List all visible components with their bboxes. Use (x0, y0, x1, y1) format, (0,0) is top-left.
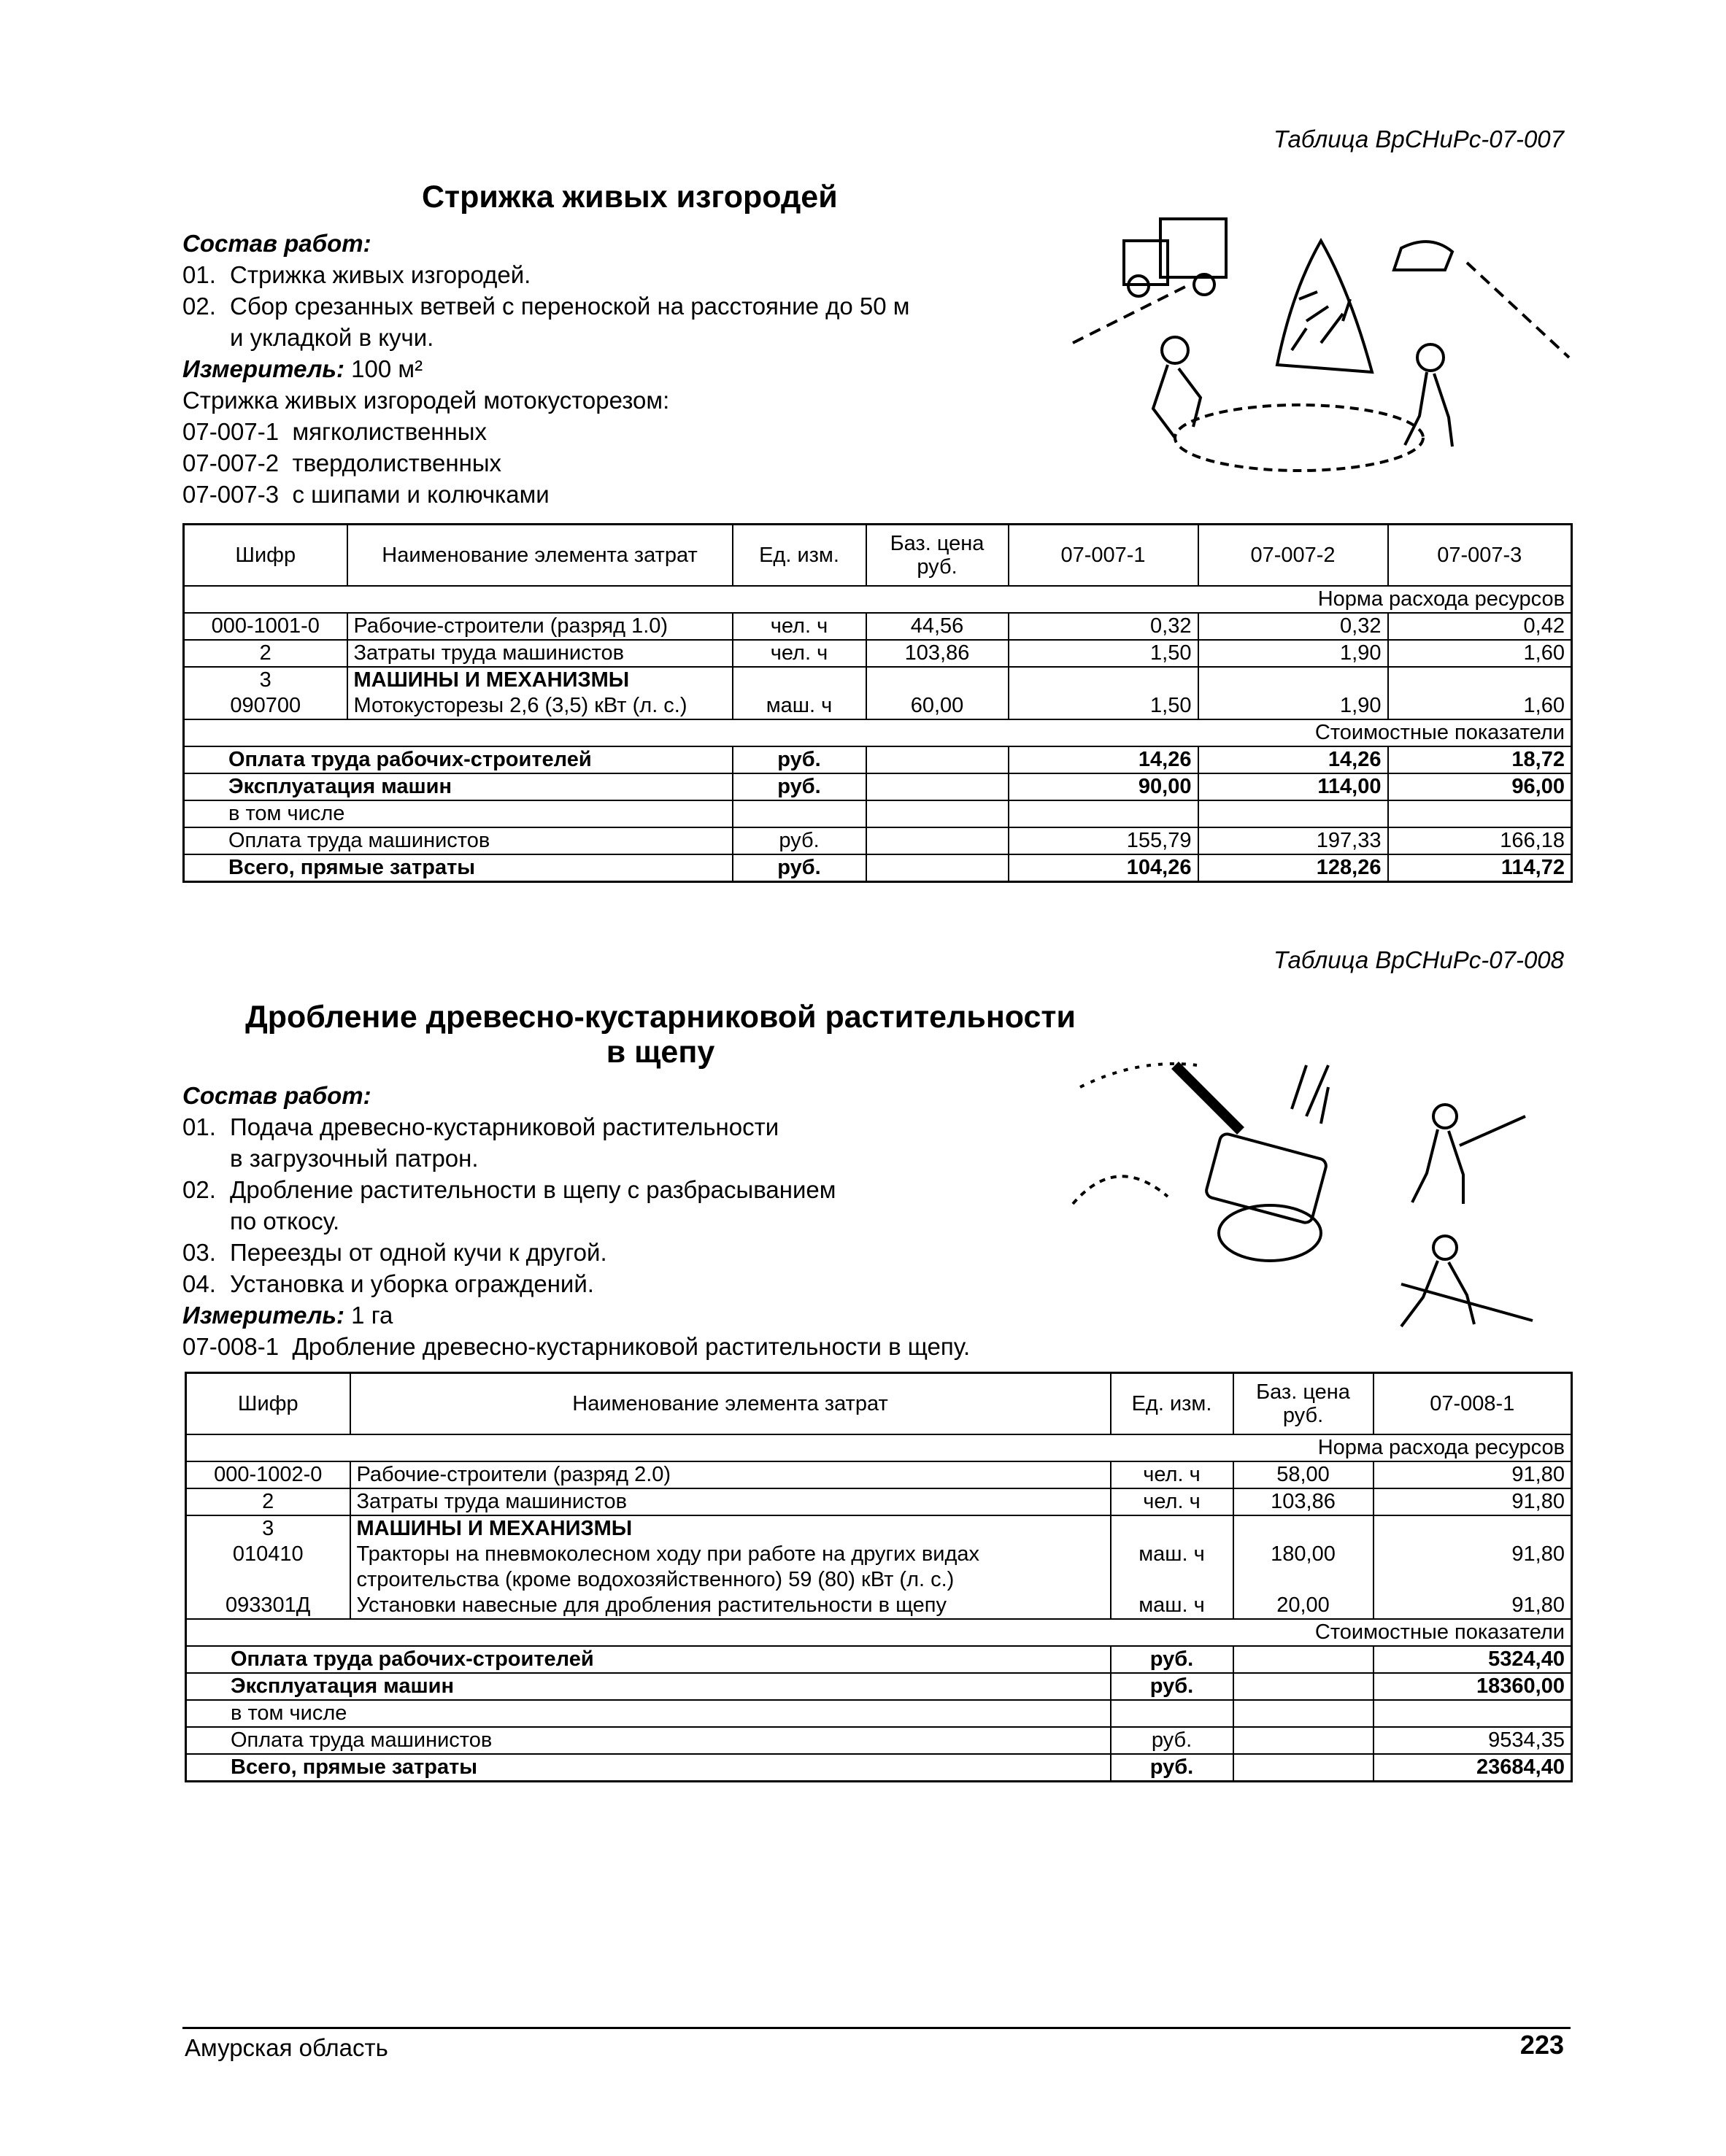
col-header: Шифр (186, 1373, 350, 1434)
col-header: 07-007-2 (1198, 525, 1388, 586)
cost-row: Оплата труда рабочих-строителей руб. 14,26 14,26 18,72 (184, 746, 1572, 773)
measure-line: Измеритель: 100 м² (182, 355, 423, 382)
cost-row: Эксплуатация машин руб. 90,00 114,00 96,00 (184, 773, 1572, 800)
work-item: в загрузочный патрон. (230, 1145, 479, 1172)
section-title: Стрижка живых изгородей (422, 179, 838, 215)
col-header: 07-007-1 (1009, 525, 1198, 586)
work-item: 02. Сбор срезанных ветвей с переноской на расстояние до 50 м (182, 293, 910, 320)
worker-icon (1417, 344, 1444, 371)
work-item: 04. Установка и уборка ограждений. (182, 1270, 594, 1297)
hedge-trimming-illustration (1058, 204, 1584, 511)
cost-row: Оплата труда рабочих-строителей руб. 5324,40 (186, 1646, 1572, 1673)
table-row: 010410 Тракторы на пневмоколесном ходу при работе на других видах строительства (кроме водохозяйственного) 59 (80) кВт (л. с.) маш. ч 180,00 91,80 (186, 1542, 1572, 1593)
chipper-icon (1205, 1132, 1328, 1224)
table-row: 3 МАШИНЫ И МЕХАНИЗМЫ (184, 667, 1572, 693)
worker-icon (1433, 1236, 1457, 1259)
measure-line: Измеритель: 1 га (182, 1302, 393, 1329)
section-row: Стоимостные показатели (186, 1619, 1572, 1646)
variant-item: 07-007-3 с шипами и колючками (182, 481, 550, 508)
composition-block (182, 1080, 1095, 1362)
worker-icon (1433, 1105, 1457, 1128)
col-header: 07-007-3 (1388, 525, 1572, 586)
work-item: 02. Дробление растительности в щепу с разбрасыванием (182, 1176, 836, 1203)
variants-intro: Стрижка живых изгородей мотокусторезом: (182, 387, 670, 414)
resource-table (182, 523, 1573, 883)
table-row: 3 МАШИНЫ И МЕХАНИЗМЫ (186, 1515, 1572, 1542)
table-label: Таблица ВрСНиРс-07-007 (1274, 125, 1564, 152)
work-item: по откосу. (230, 1208, 340, 1235)
cost-row: в том числе (186, 1700, 1572, 1727)
footer-region: Амурская область (185, 2034, 388, 2061)
variant-item: 07-007-1 мягколиственных (182, 418, 487, 445)
truck-icon (1160, 219, 1226, 277)
table-row: 093301Д Установки навесные для дробления растительности в щепу маш. ч 20,00 91,80 (186, 1593, 1572, 1619)
cost-row: Оплата труда машинистов руб. 9534,35 (186, 1727, 1572, 1754)
cost-row: Всего, прямые затраты руб. 104,26 128,26 114,72 (184, 854, 1572, 882)
section-title: Дробление древесно-кустарниковой растительности в щепу (245, 1000, 1076, 1070)
variant-item: 07-007-2 твердолиственных (182, 449, 502, 476)
section-row: Стоимостные показатели (184, 719, 1572, 746)
composition-heading: Состав работ: (182, 1082, 371, 1109)
car-icon (1394, 242, 1452, 270)
section-row: Норма расхода ресурсов (186, 1434, 1572, 1461)
cost-row: Оплата труда машинистов руб. 155,79 197,33 166,18 (184, 827, 1572, 854)
table-row: 2 Затраты труда машинистов чел. ч 103,86 1,50 1,90 1,60 (184, 640, 1572, 667)
worker-icon (1162, 337, 1188, 363)
composition-block (182, 228, 1022, 510)
cost-row: Эксплуатация машин руб. 18360,00 (186, 1673, 1572, 1700)
col-header: Наименование элемента затрат (347, 525, 733, 586)
wood-chipper-illustration (1051, 1043, 1576, 1357)
section-row: Норма расхода ресурсов (184, 586, 1572, 613)
col-header: Ед. изм. (733, 525, 866, 586)
col-header: Ед. изм. (1111, 1373, 1233, 1434)
footer-rule (182, 2027, 1571, 2029)
cost-row: Всего, прямые затраты руб. 23684,40 (186, 1754, 1572, 1782)
cost-row: в том числе (184, 800, 1572, 827)
col-header: Наименование элемента затрат (350, 1373, 1111, 1434)
work-item: 01. Стрижка живых изгородей. (182, 261, 531, 288)
col-header: Баз. цена руб. (866, 525, 1009, 586)
table-row: 000-1002-0 Рабочие-строители (разряд 2.0) чел. ч 58,00 91,80 (186, 1461, 1572, 1488)
table-row: 090700 Мотокусторезы 2,6 (3,5) кВт (л. с.) маш. ч 60,00 1,50 1,90 1,60 (184, 693, 1572, 719)
table-label: Таблица ВрСНиРс-07-008 (1274, 946, 1564, 973)
col-header: Шифр (184, 525, 347, 586)
resource-table (185, 1372, 1573, 1782)
work-item: 01. Подача древесно-кустарниковой растительности (182, 1113, 779, 1140)
col-header: 07-008-1 (1374, 1373, 1572, 1434)
variant-item: 07-008-1 Дробление древесно-кустарниковой растительности в щепу. (182, 1333, 971, 1360)
work-item: и укладкой в кучи. (230, 324, 434, 351)
hedge-icon (1277, 241, 1372, 372)
work-item: 03. Переезды от одной кучи к другой. (182, 1239, 607, 1266)
table-row: 2 Затраты труда машинистов чел. ч 103,86 91,80 (186, 1488, 1572, 1515)
page-number: 223 (1519, 2030, 1564, 2060)
col-header: Баз. цена руб. (1233, 1373, 1374, 1434)
table-row: 000-1001-0 Рабочие-строители (разряд 1.0) чел. ч 44,56 0,32 0,32 0,42 (184, 613, 1572, 640)
composition-heading: Состав работ: (182, 230, 371, 257)
